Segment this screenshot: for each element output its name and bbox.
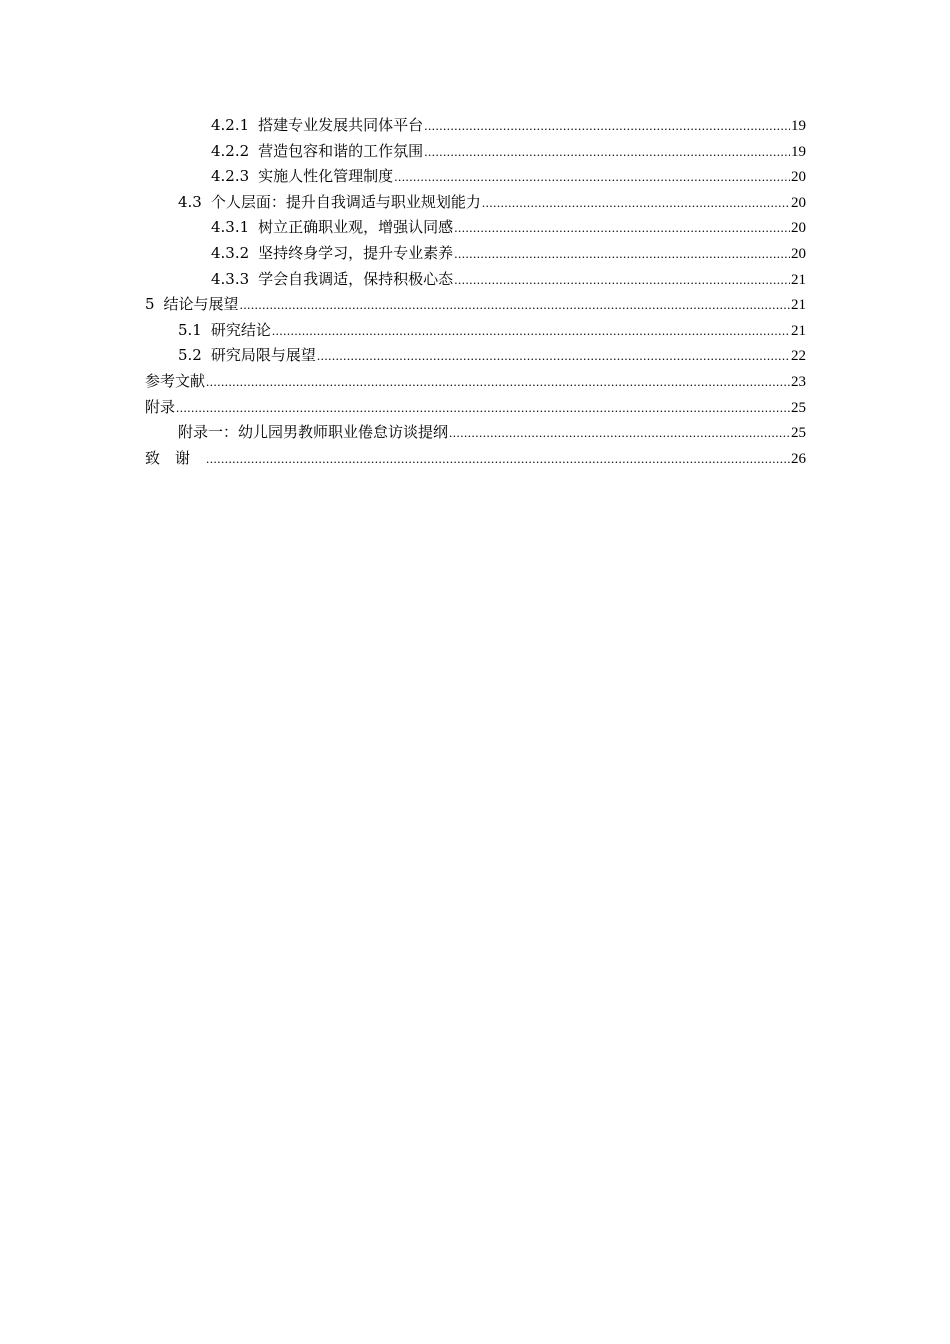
dot-leader [454, 241, 790, 267]
toc-number: 4.3.1 [211, 218, 250, 237]
toc-number: 5.2 [178, 346, 202, 365]
toc-entry-4-3-2[interactable] [145, 241, 806, 267]
toc-title: 搭建专业发展共同体平台 [258, 116, 424, 134]
toc-entry-5[interactable] [145, 292, 806, 318]
toc-title: 个人层面：提升自我调适与职业规划能力 [210, 192, 481, 211]
toc-number: 5.1 [178, 320, 202, 339]
toc-entry-5-2[interactable] [145, 343, 806, 369]
toc-page-number: 20 [791, 194, 806, 211]
toc-title: 致谢 [145, 448, 206, 467]
dot-leader [394, 164, 790, 190]
toc-page-number: 21 [791, 297, 806, 314]
toc-page-number: 23 [791, 373, 806, 390]
toc-entry-5-1[interactable] [145, 318, 806, 344]
toc-entry-appendix-1[interactable] [145, 420, 806, 446]
dot-leader [206, 446, 790, 472]
toc-title: 附录一：幼儿园男教师职业倦怠访谈提纲 [178, 423, 449, 442]
toc-page-number: 21 [791, 322, 806, 339]
dot-leader [482, 190, 790, 216]
toc-title: 研究结论 [210, 320, 271, 339]
toc-entry-4-3-1[interactable] [145, 215, 806, 241]
toc-number: 5 [145, 295, 155, 314]
toc-page-number: 19 [791, 118, 806, 134]
toc-title: 研究局限与展望 [210, 346, 316, 365]
toc-number: 4.2.3 [211, 167, 250, 186]
table-of-contents [145, 113, 806, 471]
toc-page-number: 22 [791, 348, 806, 365]
toc-title: 坚持终身学习，提升专业素养 [258, 243, 454, 262]
toc-page-number: 19 [791, 143, 806, 160]
toc-page-number: 25 [791, 399, 806, 416]
toc-entry-appendix[interactable] [145, 395, 806, 421]
toc-entry-4-3[interactable] [145, 190, 806, 216]
toc-page-number: 20 [791, 245, 806, 262]
dot-leader [424, 113, 790, 139]
dot-leader [449, 420, 790, 446]
toc-page-number: 20 [791, 169, 806, 186]
toc-title: 树立正确职业观，增强认同感 [258, 218, 454, 237]
toc-page-number: 26 [791, 450, 806, 467]
dot-leader [424, 139, 790, 165]
toc-page-number: 25 [791, 425, 806, 442]
toc-title: 附录 [145, 397, 176, 416]
dot-leader [206, 369, 790, 395]
dot-leader [317, 343, 790, 369]
dot-leader [454, 215, 790, 241]
toc-entry-4-2-1[interactable] [145, 113, 806, 139]
dot-leader [454, 267, 790, 293]
toc-number: 4.2.1 [211, 116, 250, 134]
toc-number: 4.3 [178, 192, 202, 211]
toc-title: 实施人性化管理制度 [258, 167, 394, 186]
toc-number: 4.3.2 [211, 243, 250, 262]
toc-entry-4-2-2[interactable] [145, 139, 806, 165]
toc-entry-acknowledgements[interactable] [145, 446, 806, 472]
toc-number: 4.3.3 [211, 269, 250, 288]
dot-leader [240, 292, 790, 318]
toc-entry-4-3-3[interactable] [145, 267, 806, 293]
toc-page-number: 21 [791, 271, 806, 288]
toc-title: 参考文献 [145, 371, 206, 390]
toc-number: 4.2.2 [211, 141, 250, 160]
toc-entry-4-2-3[interactable] [145, 164, 806, 190]
toc-title: 结论与展望 [163, 295, 239, 314]
toc-entry-references[interactable] [145, 369, 806, 395]
dot-leader [272, 318, 790, 344]
toc-title: 营造包容和谐的工作氛围 [258, 141, 424, 160]
dot-leader [176, 395, 790, 421]
toc-title: 学会自我调适，保持积极心态 [258, 269, 454, 288]
toc-page-number: 20 [791, 220, 806, 237]
